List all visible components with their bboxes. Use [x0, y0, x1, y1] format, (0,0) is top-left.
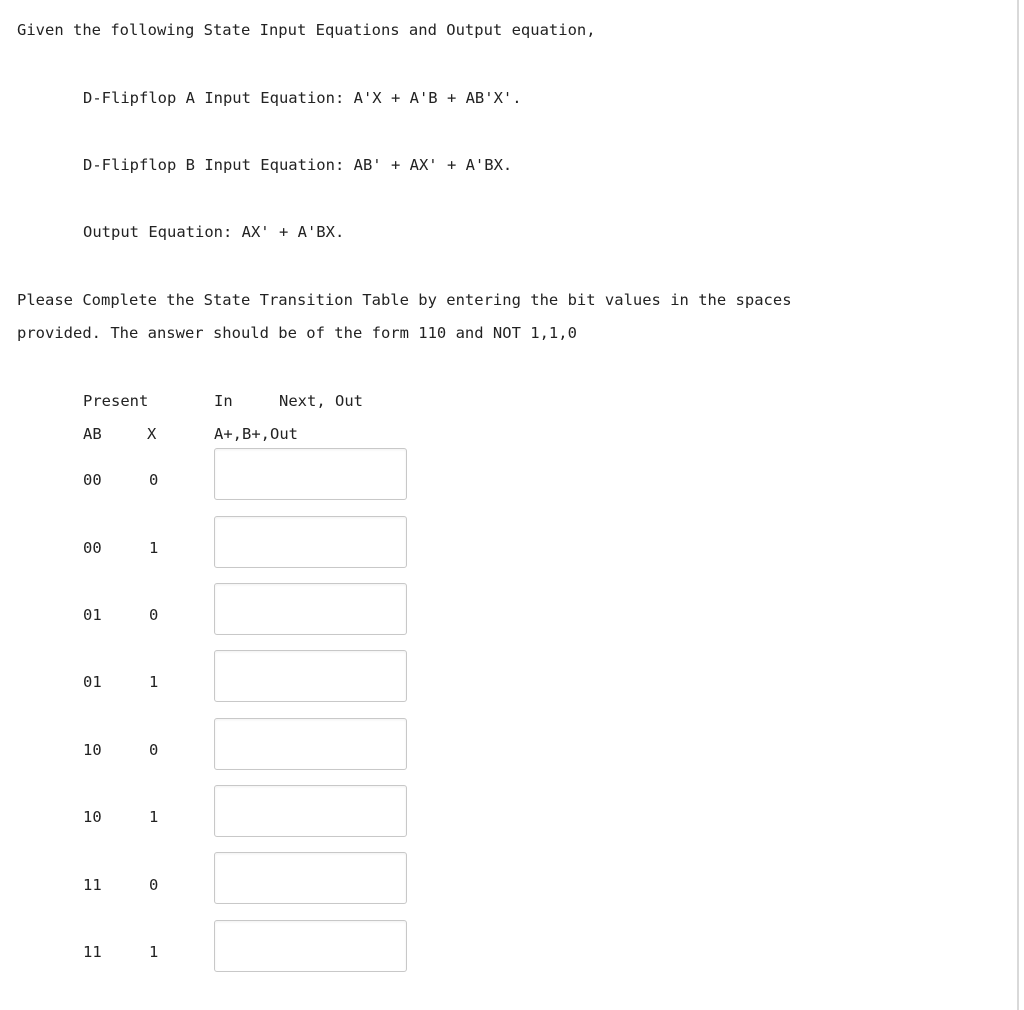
row-8-input-x: 1 — [149, 943, 159, 961]
row-3-state-ab: 01 — [83, 606, 102, 624]
output-equation: Output Equation: AX' + A'BX. — [83, 223, 345, 241]
row-7-answer-input[interactable] — [214, 852, 407, 904]
subheader-x: X — [147, 425, 157, 443]
instructions-line-2: provided. The answer should be of the form 110 and NOT 1,1,0 — [17, 324, 577, 342]
row-5-input-x: 0 — [149, 741, 159, 759]
row-7-input-x: 0 — [149, 876, 159, 894]
row-1-state-ab: 00 — [83, 471, 102, 489]
subheader-ab: AB — [83, 425, 102, 443]
row-1-input-x: 0 — [149, 471, 159, 489]
row-3-answer-input[interactable] — [214, 583, 407, 635]
row-8-state-ab: 11 — [83, 943, 102, 961]
flipflop-b-equation: D-Flipflop B Input Equation: AB' + AX' + A'BX. — [83, 156, 513, 174]
row-6-answer-input[interactable] — [214, 785, 407, 837]
row-4-input-x: 1 — [149, 673, 159, 691]
row-4-state-ab: 01 — [83, 673, 102, 691]
row-5-state-ab: 10 — [83, 741, 102, 759]
flipflop-a-equation: D-Flipflop A Input Equation: A'X + A'B + AB'X'. — [83, 89, 522, 107]
row-2-input-x: 1 — [149, 539, 159, 557]
row-6-state-ab: 10 — [83, 808, 102, 826]
row-8-answer-input[interactable] — [214, 920, 407, 972]
subheader-next: A+,B+,Out — [214, 425, 298, 443]
row-1-answer-input[interactable] — [214, 448, 407, 500]
header-present: Present — [83, 392, 149, 410]
row-4-answer-input[interactable] — [214, 650, 407, 702]
row-6-input-x: 1 — [149, 808, 159, 826]
header-next-out: Next, Out — [279, 392, 363, 410]
row-2-state-ab: 00 — [83, 539, 102, 557]
row-5-answer-input[interactable] — [214, 718, 407, 770]
header-in: In — [214, 392, 233, 410]
row-3-input-x: 0 — [149, 606, 159, 624]
row-7-state-ab: 11 — [83, 876, 102, 894]
instructions-line-1: Please Complete the State Transition Table by entering the bit values in the spaces — [17, 291, 792, 309]
row-2-answer-input[interactable] — [214, 516, 407, 568]
intro-text: Given the following State Input Equations and Output equation, — [17, 21, 596, 39]
page-right-border — [1017, 0, 1019, 1010]
